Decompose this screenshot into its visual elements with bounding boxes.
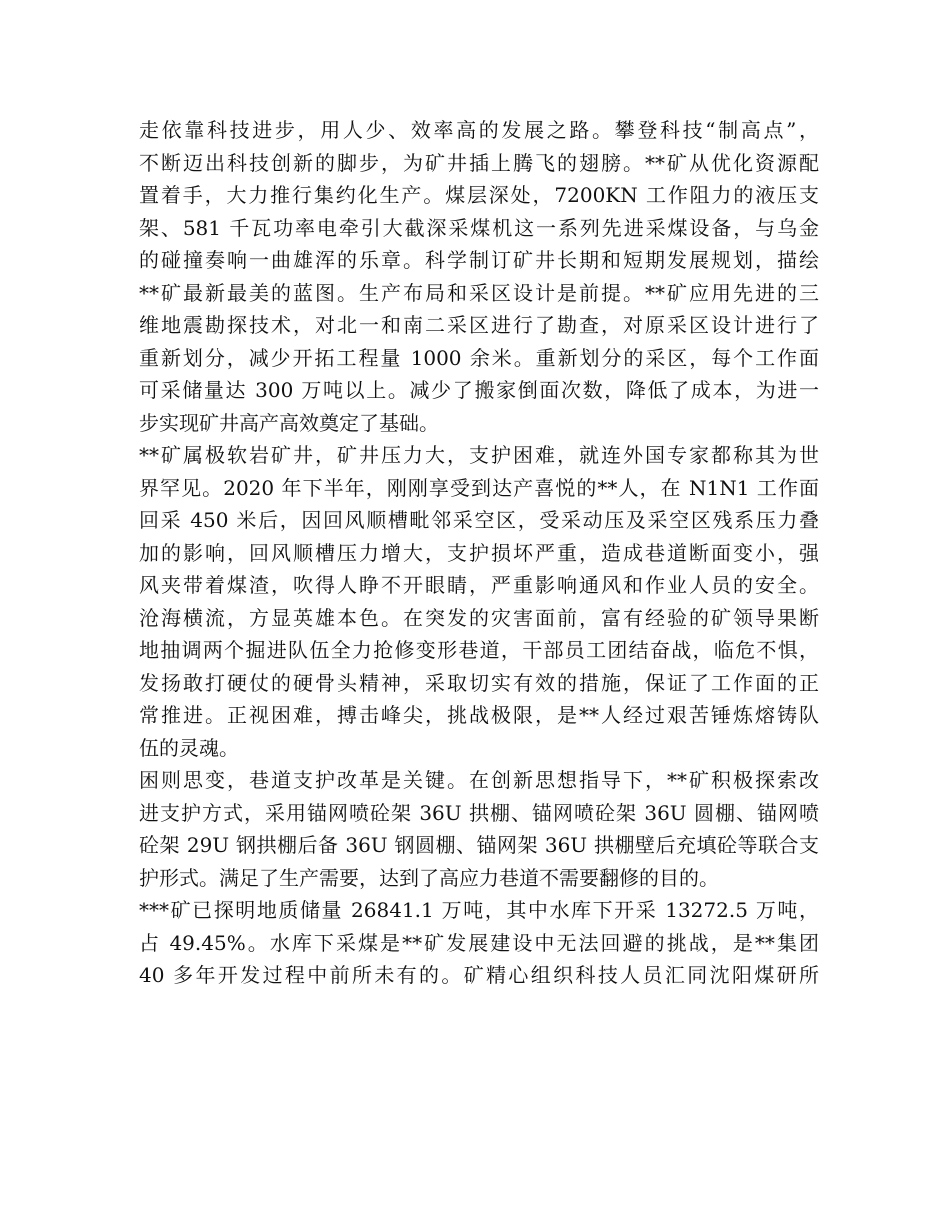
text-line: ***矿已探明地质储量 26841.1 万吨，其中水库下开采 13272.5 万吨， [139,898,819,922]
text-line: 不断迈出科技创新的脚步，为矿井插上腾飞的翅膀。**矿从优化资源配 [139,150,819,175]
text-line: 维地震勘探技术，对北一和南二采区进行了勘查，对原采区设计进行了 [139,313,819,337]
text-line: 地抽调两个掘进队伍全力抢修变形巷道，干部员工团结奋战，临危不惧， [139,638,819,662]
text-line: **矿属极软岩矿井，矿井压力大，支护困难，就连外国专家都称其为世 [139,443,819,467]
text-line: 步实现矿井高产高效奠定了基础。 [139,410,439,435]
text-line: 占 49.45%。水库下采煤是**矿发展建设中无法回避的挑战，是**集团 [139,930,819,955]
text-line: 发扬敢打硬仗的硬骨头精神，采取切实有效的措施，保证了工作面的正 [139,670,819,695]
text-line: 护形式。满足了生产需要，达到了高应力巷道不需要翻修的目的。 [139,865,719,890]
text-line: 40 多年开发过程中前所未有的。矿精心组织科技人员汇同沈阳煤研所 [139,963,819,987]
text-line: 的碰撞奏响一曲雄浑的乐章。科学制订矿井长期和短期发展规划，描绘 [139,248,819,272]
text-line: **矿最新最美的蓝图。生产布局和采区设计是前提。**矿应用先进的三 [139,280,819,305]
text-line: 进支护方式，采用锚网喷砼架 36U 拱棚、锚网喷砼架 36U 圆棚、锚网喷 [139,800,819,825]
text-line: 困则思变，巷道支护改革是关键。在创新思想指导下，**矿积极探索改 [139,768,819,792]
text-line: 回采 450 米后，因回风顺槽毗邻采空区，受采动压及采空区残系压力叠 [139,508,819,532]
text-line: 砼架 29U 钢拱棚后备 36U 钢圆棚、锚网架 36U 拱棚壁后充填砼等联合支 [139,833,819,857]
text-line: 架、581 千瓦功率电牵引大截深采煤机这一系列先进采煤设备，与乌金 [139,215,819,240]
text-line: 风夹带着煤渣，吹得人睁不开眼睛，严重影响通风和作业人员的安全。 [139,573,819,597]
text-line: 伍的灵魂。 [139,735,239,760]
text-line: 加的影响，回风顺槽压力增大，支护损坏严重，造成巷道断面变小，强 [139,540,819,565]
text-line: 置着手，大力推行集约化生产。煤层深处，7200KN 工作阻力的液压支 [139,183,819,207]
text-line: 走依靠科技进步，用人少、效率高的发展之路。攀登科技“制高点”， [139,118,819,142]
text-line: 沧海横流，方显英雄本色。在突发的灾害面前，富有经验的矿领导果断 [139,605,819,630]
text-line: 常推进。正视困难，搏击峰尖，挑战极限，是**人经过艰苦锤炼熔铸队 [139,703,819,727]
text-line: 可采储量达 300 万吨以上。减少了搬家倒面次数，降低了成本，为进一 [139,378,819,402]
body-text [139,114,819,992]
text-line: 界罕见。2020 年下半年，刚刚享受到达产喜悦的**人，在 N1N1 工作面 [139,475,819,500]
text-line: 重新划分，减少开拓工程量 1000 余米。重新划分的采区，每个工作面 [139,345,819,370]
